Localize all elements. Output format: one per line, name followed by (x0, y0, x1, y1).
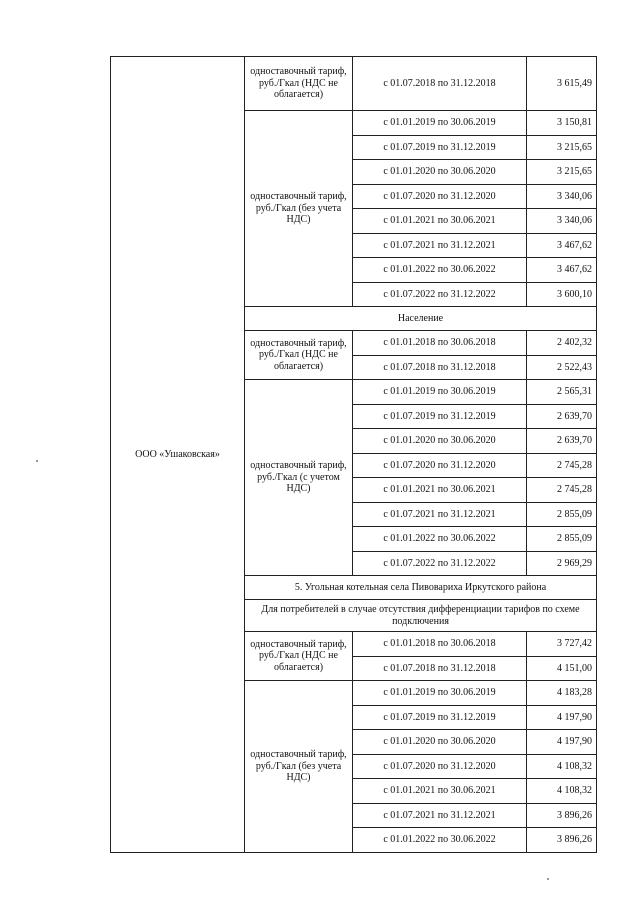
value-cell: 3 215,65 (527, 160, 597, 185)
value-cell: 2 522,43 (527, 355, 597, 380)
period-cell: с 01.07.2018 по 31.12.2018 (353, 355, 527, 380)
value-cell: 4 151,00 (527, 656, 597, 681)
tariff-table (110, 56, 597, 853)
period-cell: с 01.07.2021 по 31.12.2021 (353, 233, 527, 258)
value-cell: 2 639,70 (527, 429, 597, 454)
period-cell: с 01.01.2020 по 30.06.2020 (353, 160, 527, 185)
period-cell: с 01.07.2019 по 31.12.2019 (353, 404, 527, 429)
value-cell: 2 855,09 (527, 502, 597, 527)
value-cell: 3 615,49 (527, 57, 597, 111)
period-cell: с 01.01.2018 по 30.06.2018 (353, 632, 527, 657)
period-cell: с 01.01.2021 по 30.06.2021 (353, 209, 527, 234)
value-cell: 3 215,65 (527, 135, 597, 160)
value-cell: 2 402,32 (527, 331, 597, 356)
period-cell: с 01.07.2018 по 31.12.2018 (353, 57, 527, 111)
period-cell: с 01.07.2020 по 31.12.2020 (353, 453, 527, 478)
value-cell: 3 340,06 (527, 209, 597, 234)
organization-cell: ООО «Ушаковская» (111, 57, 245, 853)
value-cell: 2 745,28 (527, 453, 597, 478)
tariff-type-cell: одноставочный тариф, руб./Гкал (с учетом НДС) (245, 380, 353, 576)
period-cell: с 01.01.2022 по 30.06.2022 (353, 527, 527, 552)
value-cell: 3 600,10 (527, 282, 597, 307)
value-cell: 4 197,90 (527, 705, 597, 730)
table-row (111, 57, 597, 111)
population-header: Население (245, 307, 597, 331)
tariff-type-cell: одноставочный тариф, руб./Гкал (без учета НДС) (245, 111, 353, 307)
value-cell: 3 340,06 (527, 184, 597, 209)
period-cell: с 01.07.2019 по 31.12.2019 (353, 705, 527, 730)
value-cell: 2 745,28 (527, 478, 597, 503)
period-cell: с 01.07.2021 по 31.12.2021 (353, 803, 527, 828)
period-cell: с 01.01.2019 по 30.06.2019 (353, 111, 527, 136)
tariff-type-cell: одноставочный тариф, руб./Гкал (НДС не облагается) (245, 632, 353, 681)
period-cell: с 01.07.2020 по 31.12.2020 (353, 184, 527, 209)
period-cell: с 01.01.2021 по 30.06.2021 (353, 478, 527, 503)
period-cell: с 01.01.2020 по 30.06.2020 (353, 429, 527, 454)
value-cell: 2 969,29 (527, 551, 597, 576)
period-cell: с 01.01.2022 по 30.06.2022 (353, 258, 527, 283)
value-cell: 4 108,32 (527, 754, 597, 779)
value-cell: 2 639,70 (527, 404, 597, 429)
scan-speck (547, 878, 549, 880)
scan-speck (36, 460, 38, 462)
period-cell: с 01.01.2020 по 30.06.2020 (353, 730, 527, 755)
value-cell: 4 197,90 (527, 730, 597, 755)
period-cell: с 01.07.2022 по 31.12.2022 (353, 551, 527, 576)
tariff-type-cell: одноставочный тариф, руб./Гкал (НДС не облагается) (245, 331, 353, 380)
boiler-subheader: Для потребителей в случае отсутствия дифференциации тарифов по схеме подключения (245, 600, 597, 632)
value-cell: 2 855,09 (527, 527, 597, 552)
value-cell: 3 896,26 (527, 803, 597, 828)
value-cell: 3 150,81 (527, 111, 597, 136)
value-cell: 3 467,62 (527, 258, 597, 283)
value-cell: 3 727,42 (527, 632, 597, 657)
value-cell: 4 108,32 (527, 779, 597, 804)
value-cell: 3 896,26 (527, 828, 597, 853)
tariff-type-cell: одноставочный тариф, руб./Гкал (НДС не облагается) (245, 57, 353, 111)
period-cell: с 01.01.2018 по 30.06.2018 (353, 331, 527, 356)
period-cell: с 01.07.2022 по 31.12.2022 (353, 282, 527, 307)
period-cell: с 01.07.2018 по 31.12.2018 (353, 656, 527, 681)
period-cell: с 01.07.2021 по 31.12.2021 (353, 502, 527, 527)
period-cell: с 01.01.2022 по 30.06.2022 (353, 828, 527, 853)
value-cell: 3 467,62 (527, 233, 597, 258)
period-cell: с 01.01.2019 по 30.06.2019 (353, 681, 527, 706)
value-cell: 2 565,31 (527, 380, 597, 405)
value-cell: 4 183,28 (527, 681, 597, 706)
tariff-type-cell: одноставочный тариф, руб./Гкал (без учета НДС) (245, 681, 353, 853)
period-cell: с 01.07.2019 по 31.12.2019 (353, 135, 527, 160)
boiler-header: 5. Угольная котельная села Пивовариха Иркутского района (245, 576, 597, 600)
period-cell: с 01.01.2021 по 30.06.2021 (353, 779, 527, 804)
period-cell: с 01.01.2019 по 30.06.2019 (353, 380, 527, 405)
period-cell: с 01.07.2020 по 31.12.2020 (353, 754, 527, 779)
